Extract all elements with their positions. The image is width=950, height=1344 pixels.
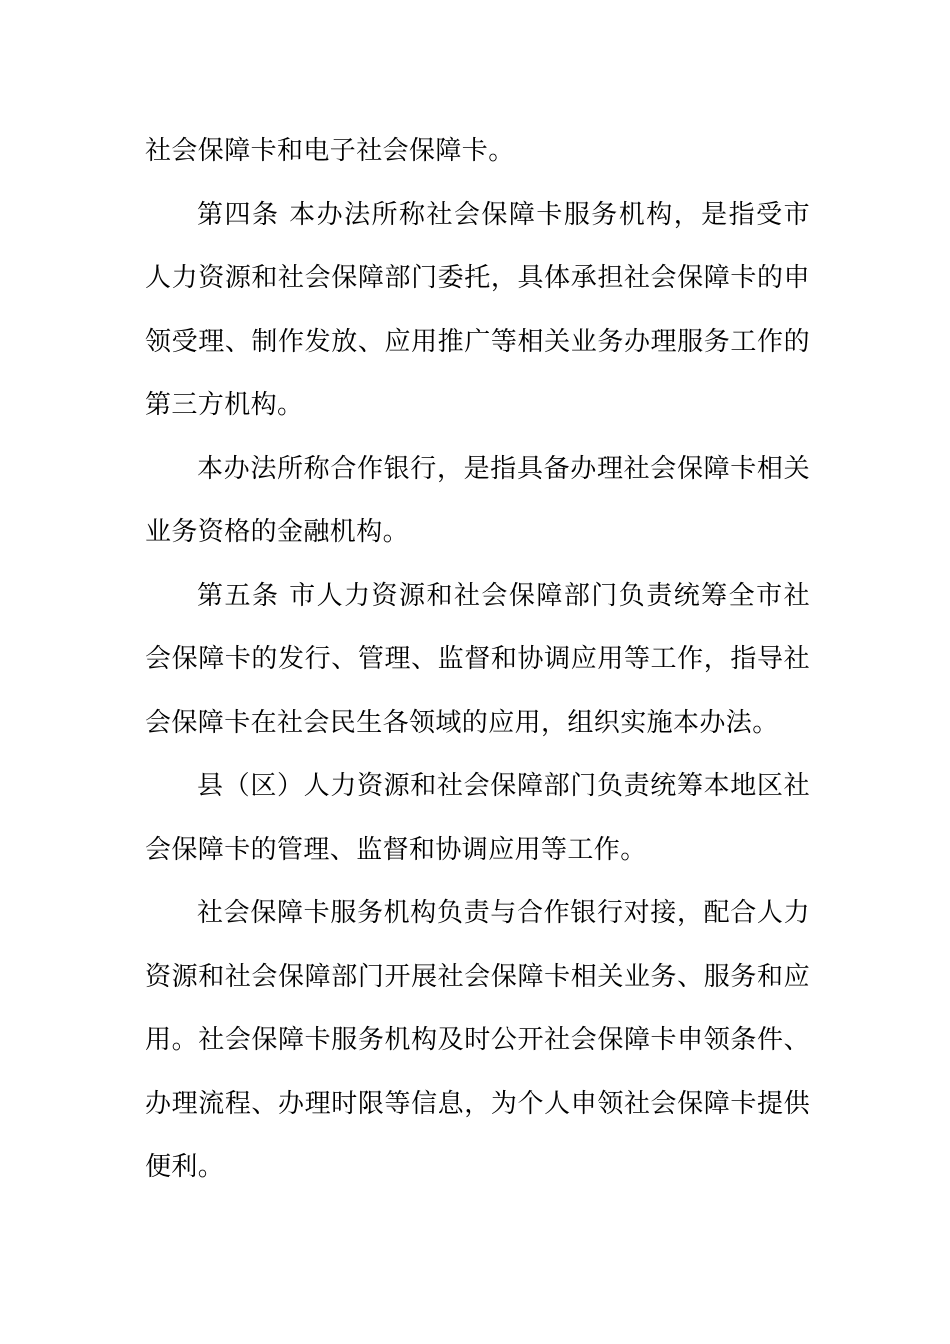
paragraph-article-4: 第四条 本办法所称社会保障卡服务机构，是指受市人力资源和社会保障部门委托，具体承担社会保障卡的申领受理、制作发放、应用推广等相关业务办理服务工作的第三方机构。 [145, 199, 810, 420]
paragraph-article-5: 第五条 市人力资源和社会保障部门负责统筹全市社会保障卡的发行、管理、监督和协调应用等工作，指导社会保障卡在社会民生各领域的应用，组织实施本办法。 [145, 580, 810, 738]
paragraph-cooperative-bank: 本办法所称合作银行，是指具备办理社会保障卡相关业务资格的金融机构。 [145, 453, 810, 547]
paragraph-service-agency: 社会保障卡服务机构负责与合作银行对接，配合人力资源和社会保障部门开展社会保障卡相关业务、服务和应用。社会保障卡服务机构及时公开社会保障卡申领条件、办理流程、办理时限等信息，为个人申领社会保障卡提供便利。 [145, 898, 810, 1182]
document-body [145, 120, 810, 1200]
paragraph-continuation: 社会保障卡和电子社会保障卡。 [145, 136, 515, 166]
paragraph-county-department: 县（区）人力资源和社会保障部门负责统筹本地区社会保障卡的管理、监督和协调应用等工作。 [145, 771, 810, 865]
